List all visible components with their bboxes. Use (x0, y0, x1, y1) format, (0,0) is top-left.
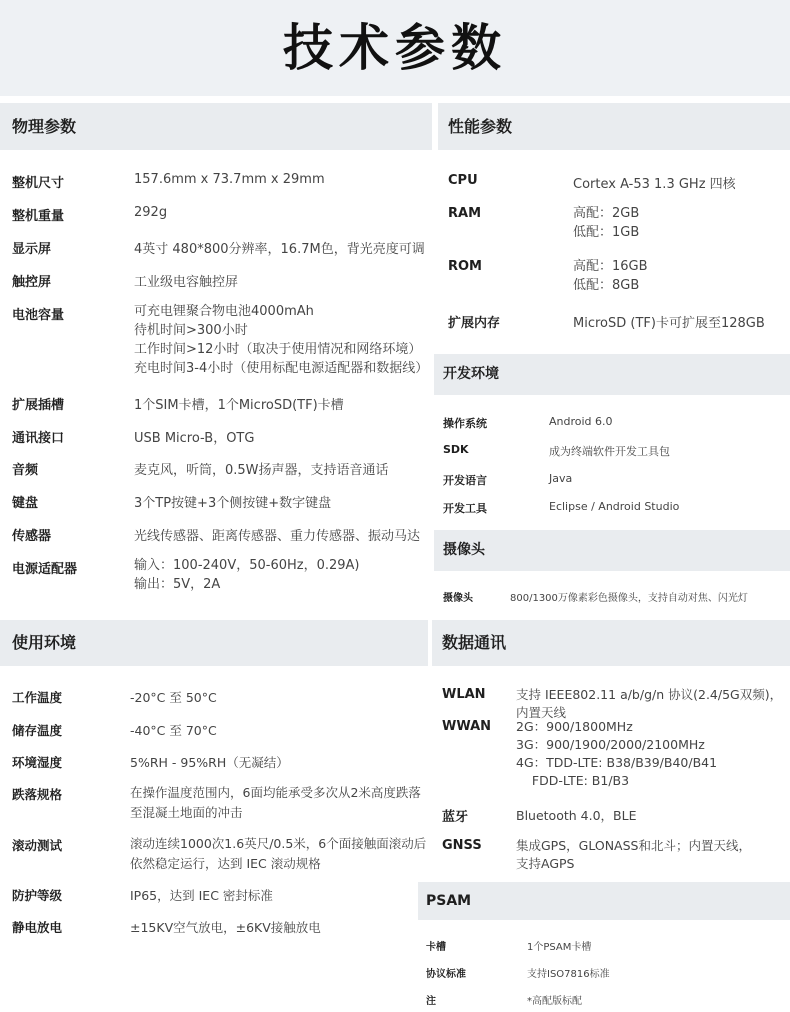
spec-value: 在操作温度范围内，6面均能承受多次从2米高度跌落 至混凝土地面的冲击 (130, 785, 421, 820)
spec-value: 高配：2GB 低配：1GB (573, 206, 640, 240)
spec-value: 滚动连续1000次1.6英尺/0.5米，6个面接触面滚动后 依然稳定运行，达到 IEC 滚动规格 (130, 836, 427, 871)
spec-value: 3个TP按键+3个侧按键+数字键盘 (134, 496, 332, 511)
spec-value: 292g (134, 205, 168, 220)
spec-label: 扩展内存 (448, 316, 501, 331)
spec-label: 传感器 (12, 529, 52, 544)
spec-value: *高配版标配 (527, 996, 582, 1007)
page-title: 技术参数 (283, 19, 507, 77)
spec-value: 成为终端软件开发工具包 (549, 445, 670, 458)
spec-label: 跌落规格 (12, 787, 63, 802)
spec-value: 1个SIM卡槽，1个MicroSD(TF)卡槽 (134, 398, 344, 413)
spec-value: MicroSD (TF)卡可扩展至128GB (573, 316, 765, 331)
section-heading-psam: PSAM (426, 893, 472, 909)
spec-value: 工业级电容触控屏 (134, 275, 239, 290)
spec-label: 蓝牙 (442, 810, 469, 825)
spec-label: WLAN (442, 687, 486, 702)
section-heading-usage-env: 使用环境 (12, 633, 77, 652)
section-heading-physical: 物理参数 (12, 117, 77, 136)
spec-label: 协议标准 (426, 969, 466, 980)
spec-label: 卡槽 (426, 942, 446, 953)
spec-label: 显示屏 (12, 242, 52, 257)
spec-label: 触控屏 (12, 275, 52, 290)
spec-label: 通讯接口 (12, 431, 65, 446)
spec-value: 高配：16GB 低配：8GB (573, 259, 648, 293)
spec-value: 支持 IEEE802.11 a/b/g/n 协议(2.4/5G双频)， 内置天线 (516, 687, 783, 720)
spec-value: Bluetooth 4.0，BLE (516, 808, 637, 823)
spec-label: 操作系统 (443, 417, 487, 430)
section-heading-performance: 性能参数 (448, 117, 513, 136)
spec-value: 麦克风，听筒，0.5W扬声器，支持语音通话 (134, 463, 389, 478)
spec-label: 工作温度 (12, 690, 63, 705)
spec-label: 环境湿度 (12, 755, 63, 770)
spec-value: Java (549, 472, 573, 485)
spec-label: 音频 (12, 463, 39, 478)
spec-label: 开发工具 (443, 502, 487, 515)
spec-value: 集成GPS，GLONASS和北斗；内置天线， 支持AGPS (516, 838, 751, 871)
spec-label: 防护等级 (12, 888, 63, 903)
section-heading-camera: 摄像头 (443, 542, 485, 558)
spec-value: -20°C 至 50°C (130, 690, 217, 705)
spec-label: 开发语言 (443, 474, 487, 487)
spec-value: Eclipse / Android Studio (549, 500, 680, 513)
spec-value: 1个PSAM卡槽 (527, 942, 592, 953)
spec-label: SDK (443, 443, 469, 456)
spec-label: 摄像头 (443, 593, 473, 604)
section-heading-dev-env: 开发环境 (443, 366, 499, 382)
spec-value: USB Micro-B，OTG (134, 431, 255, 446)
spec-value: IP65，达到 IEC 密封标准 (130, 888, 273, 903)
spec-value: 可充电锂聚合物电池4000mAh 待机时间>300小时 工作时间>12小时（取决于使用情况和网络环境） 充电时间3-4小时（使用标配电源适配器和数据线） (134, 304, 429, 376)
spec-label: 键盘 (12, 496, 39, 511)
spec-label: 滚动测试 (12, 838, 63, 853)
spec-value: 4英寸 480*800分辨率，16.7M色，背光亮度可调 (134, 242, 425, 257)
spec-label: GNSS (442, 838, 482, 853)
spec-label: RAM (448, 206, 482, 221)
spec-value: 5%RH - 95%RH（无凝结） (130, 755, 289, 770)
spec-value: 输入：100-240V，50-60Hz，0.29A) 输出：5V，2A (134, 558, 360, 592)
spec-value: ±15KV空气放电，±6KV接触放电 (130, 920, 321, 935)
spec-label: 储存温度 (12, 723, 63, 738)
spec-value: 157.6mm x 73.7mm x 29mm (134, 172, 325, 187)
section-band-camera (434, 530, 790, 571)
spec-label: 注 (426, 996, 436, 1007)
spec-value: 800/1300万像素彩色摄像头，支持自动对焦、闪光灯 (510, 593, 748, 604)
spec-label: ROM (448, 259, 482, 274)
section-heading-data-comm: 数据通讯 (442, 633, 507, 652)
spec-value: Cortex A-53 1.3 GHz 四核 (573, 177, 736, 192)
spec-label: WWAN (442, 719, 492, 734)
spec-value: 光线传感器、距离传感器、重力传感器、振动马达 (134, 529, 421, 544)
spec-value: 支持ISO7816标准 (527, 969, 610, 980)
spec-label: 电池容量 (12, 308, 65, 323)
spec-label: 扩展插槽 (12, 398, 65, 413)
spec-value: Android 6.0 (549, 415, 613, 428)
spec-label: 电源适配器 (12, 562, 78, 577)
spec-label: 整机重量 (12, 209, 65, 224)
spec-label: 整机尺寸 (12, 176, 65, 191)
spec-value: -40°C 至 70°C (130, 723, 217, 738)
spec-value: 2G：900/1800MHz 3G：900/1900/2000/2100MHz 4G：TDD-LTE: B38/B39/B40/B41 FDD-LTE: B1/B3 (516, 719, 718, 788)
spec-label: CPU (448, 173, 478, 188)
spec-label: 静电放电 (12, 920, 63, 935)
section-band-psam (418, 882, 790, 920)
